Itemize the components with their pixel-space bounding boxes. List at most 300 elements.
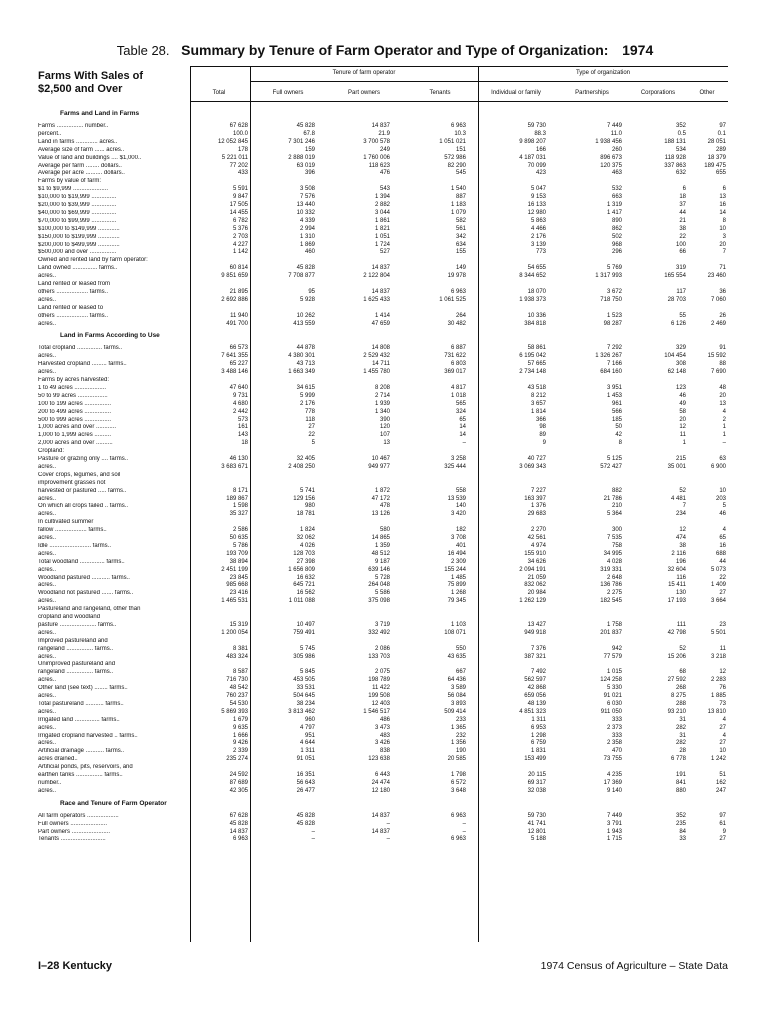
row-label: acres.. <box>38 495 57 502</box>
table-cell: 46 130 <box>229 456 248 462</box>
table-cell: 3 258 <box>450 456 466 462</box>
table-cell: 97 <box>719 812 726 819</box>
table-cell: 136 786 <box>600 582 622 589</box>
table-cell: 2 994 <box>299 225 315 232</box>
row-label: Woodland not pastured ....... farms.. <box>38 590 134 597</box>
row-label: Average per acre .......... dollars.. <box>38 170 125 177</box>
table-cell: 191 <box>675 772 686 778</box>
table-cell: 980 <box>304 503 315 510</box>
table-cell: 235 <box>675 820 686 827</box>
table-cell: 534 <box>675 146 686 153</box>
table-cell: 26 477 <box>296 787 315 794</box>
table-cell: 52 <box>679 645 686 652</box>
table-cell: 0.5 <box>677 130 686 137</box>
table-cell: 1 268 <box>450 590 466 597</box>
table-cell: 0.1 <box>717 130 726 137</box>
table-cell: 108 071 <box>444 629 466 636</box>
table-cell: 667 <box>455 669 466 676</box>
table-cell: 123 <box>675 384 686 391</box>
table-cell: 8 <box>618 440 622 447</box>
table-cell: 95 <box>308 288 315 295</box>
table-cell: 42 <box>615 432 622 439</box>
table-cell: 65 227 <box>229 361 248 368</box>
table-cell: 1 760 006 <box>363 154 390 161</box>
table-row <box>38 496 728 503</box>
table-cell: 97 <box>719 123 726 129</box>
stub-heading-line1: Farms With Sales of <box>38 70 144 82</box>
table-cell: 1 625 433 <box>363 296 390 303</box>
row-label: Value of land and buildings .... $1,000.. <box>38 154 142 161</box>
table-row <box>38 377 728 384</box>
table-cell: 1 365 <box>450 724 466 731</box>
table-cell: 6 030 <box>606 700 622 707</box>
table-cell: 199 508 <box>368 693 390 699</box>
table-cell: 62 148 <box>667 369 686 376</box>
table-cell: 35 001 <box>667 463 686 470</box>
table-cell: 862 <box>611 225 622 232</box>
table-cell: 118 <box>305 416 315 423</box>
table-cell: 2 529 432 <box>363 353 390 360</box>
table-cell: 20 115 <box>528 772 546 778</box>
table-cell: 12 980 <box>527 209 546 216</box>
table-cell: 10 467 <box>371 456 390 462</box>
table-cell: 14 837 <box>371 123 390 129</box>
table-row <box>38 527 728 534</box>
table-cell: 305 986 <box>293 653 315 660</box>
table-cell: 27 592 <box>667 677 686 684</box>
table-cell: 22 <box>308 432 315 439</box>
table-cell: 13 427 <box>527 621 546 628</box>
table-cell: 5 741 <box>299 487 315 494</box>
table-cell: 5 586 <box>374 590 390 597</box>
table-cell: 2 648 <box>606 574 622 581</box>
table-row <box>38 725 728 732</box>
row-label: $10,000 to $19,999 ............... <box>38 194 117 201</box>
table-cell: 15 319 <box>229 621 248 628</box>
table-cell: 1 656 809 <box>288 566 315 573</box>
table-cell: 28 <box>679 748 686 755</box>
row-label: acres.. <box>38 273 57 280</box>
table-cell: 124 258 <box>600 677 622 684</box>
table-cell: 329 <box>675 345 686 352</box>
table-cell: 401 <box>455 542 466 549</box>
table-cell: 16 133 <box>527 202 546 208</box>
table-cell: 56 643 <box>296 779 315 786</box>
table-row <box>38 313 728 320</box>
table-cell: 1 455 780 <box>363 369 390 376</box>
table-cell: 5 330 <box>606 685 622 692</box>
table-cell: 7 227 <box>530 487 546 494</box>
table-cell: 2 714 <box>374 392 390 399</box>
table-cell: – <box>722 440 726 447</box>
table-cell: 22 <box>719 574 726 581</box>
table-cell: 8 381 <box>232 645 248 652</box>
table-cell: 13 <box>719 400 726 407</box>
table-cell: 5 769 <box>606 265 622 272</box>
table-cell: 9 847 <box>232 194 248 201</box>
table-cell: 580 <box>379 527 390 534</box>
table-cell: 20 <box>679 416 686 423</box>
table-cell: 832 062 <box>524 582 546 589</box>
table-cell: 17 193 <box>667 598 686 605</box>
table-cell: 18 070 <box>527 288 546 295</box>
table-cell: 582 <box>455 217 466 224</box>
table-cell: 18 <box>679 194 686 201</box>
table-cell: 65 <box>719 535 726 541</box>
table-cell: 1 356 <box>450 740 466 747</box>
table-row <box>38 543 728 550</box>
table-cell: 65 <box>459 416 466 423</box>
table-cell: 1 885 <box>710 693 726 699</box>
table-cell: 93 210 <box>667 708 686 715</box>
stub-heading-line2: $2,500 and Over <box>38 83 123 95</box>
row-label: Improved pastureland and <box>38 637 108 644</box>
table-cell: 324 <box>455 408 466 415</box>
table-cell: 210 <box>611 503 622 510</box>
row-label: harvested or pastured ..... farms.. <box>38 487 127 494</box>
table-cell: 15 592 <box>707 353 726 360</box>
table-cell: 573 <box>237 416 248 423</box>
table-cell: 565 <box>455 400 466 407</box>
table-cell: 12 403 <box>371 700 390 707</box>
table-cell: 42 798 <box>667 629 686 636</box>
row-label: Woodland pastured ........... farms.. <box>38 574 130 581</box>
table-cell: 282 <box>675 740 686 747</box>
table-number: Table 28. <box>116 43 170 58</box>
table-cell: 3 069 343 <box>519 463 546 470</box>
table-cell: 24 474 <box>371 779 390 786</box>
row-label: Total pastureland ........... farms.. <box>38 700 124 707</box>
table-cell: 375 098 <box>368 598 390 605</box>
table-cell: 3 951 <box>606 384 622 391</box>
group-header-organization: Type of organization <box>575 70 631 76</box>
table-cell: 2 176 <box>299 400 315 407</box>
table-cell: 8 171 <box>232 487 248 494</box>
table-cell: 1 311 <box>531 716 546 723</box>
table-cell: 32 604 <box>667 566 686 573</box>
table-row <box>38 717 728 724</box>
table-row <box>38 417 728 424</box>
table-cell: 56 084 <box>447 693 466 699</box>
table-cell: 44 <box>679 209 686 216</box>
table-row <box>38 630 728 637</box>
row-label: Total cropland ............... farms.. <box>38 345 123 352</box>
table-cell: 20 <box>719 241 726 248</box>
table-cell: 14 837 <box>229 828 248 835</box>
table-cell: 288 <box>675 700 686 707</box>
table-row <box>38 257 728 264</box>
table-cell: 7 301 246 <box>288 138 315 145</box>
table-cell: 67 628 <box>229 123 248 129</box>
table-row <box>38 147 728 154</box>
table-row <box>38 813 728 820</box>
table-cell: 7 166 <box>606 361 622 368</box>
table-row <box>38 748 728 755</box>
table-cell: 47 172 <box>371 495 390 502</box>
table-cell: 300 <box>611 527 622 534</box>
source-label: 1974 Census of Agriculture – State Data <box>540 960 728 972</box>
table-row <box>38 401 728 408</box>
table-cell: 79 345 <box>447 598 466 605</box>
table-cell: 41 741 <box>527 820 546 827</box>
table-cell: 264 048 <box>368 582 390 589</box>
table-row <box>38 606 728 613</box>
table-row <box>38 210 728 217</box>
table-row <box>38 661 728 668</box>
table-cell: 7 641 355 <box>221 353 248 360</box>
table-cell: 949 977 <box>368 463 390 470</box>
table-cell: 474 <box>675 535 686 541</box>
column-header-other: Other <box>699 90 715 96</box>
table-cell: 1 183 <box>450 202 466 208</box>
table-cell: 48 512 <box>371 550 390 557</box>
table-cell: 51 <box>719 772 726 778</box>
table-cell: 325 444 <box>444 463 466 470</box>
table-cell: 45 828 <box>296 265 315 272</box>
row-label: improvement grasses not <box>38 479 106 486</box>
table-cell: 949 918 <box>524 629 546 636</box>
table-row <box>38 622 728 629</box>
table-cell: 3 893 <box>450 700 466 707</box>
table-cell: 264 <box>455 312 466 319</box>
table-cell: 7 376 <box>530 645 546 652</box>
table-cell: 1 359 <box>374 542 390 549</box>
table-row <box>38 123 728 130</box>
table-cell: 161 <box>237 424 248 431</box>
table-cell: 77 202 <box>229 162 248 169</box>
table-cell: 128 703 <box>293 550 315 557</box>
table-cell: 6 778 <box>670 756 686 763</box>
row-label: Cover crops, legumes, and soil <box>38 471 121 478</box>
table-cell: 1 540 <box>450 186 466 193</box>
table-cell: 19 978 <box>447 273 466 280</box>
table-row <box>38 519 728 526</box>
table-cell: 2 451 199 <box>221 566 248 573</box>
table-row <box>38 170 728 177</box>
table-cell: 7 492 <box>530 669 546 676</box>
table-cell: 2 358 <box>606 740 622 747</box>
table-cell: 165 554 <box>664 273 686 280</box>
table-cell: 9 153 <box>530 194 546 201</box>
table-cell: 333 <box>611 732 622 739</box>
table-cell: 11 <box>679 432 686 439</box>
table-cell: 6 963 <box>232 836 248 843</box>
table-cell: 27 <box>719 740 726 747</box>
table-row <box>38 139 728 146</box>
table-cell: 7 449 <box>606 812 622 819</box>
table-row <box>38 733 728 740</box>
table-cell: 44 878 <box>296 345 315 352</box>
row-label: Part owners ....................... <box>38 828 111 835</box>
table-cell: 31 <box>679 732 686 739</box>
table-cell: 12 801 <box>527 828 546 835</box>
table-row <box>38 226 728 233</box>
table-row <box>38 163 728 170</box>
table-cell: 887 <box>455 194 466 201</box>
table-cell: 5 047 <box>530 186 546 193</box>
table-cell: 47 640 <box>229 384 248 391</box>
table-cell: 2 <box>722 416 726 423</box>
table-cell: 4 <box>722 408 726 415</box>
table-cell: 42 561 <box>527 535 546 541</box>
row-label: Pasture or grazing only .... farms.. <box>38 456 129 462</box>
table-cell: 319 <box>675 265 686 272</box>
table-cell: 3 426 <box>374 740 390 747</box>
table-cell: 16 494 <box>447 550 466 557</box>
table-cell: 100 <box>675 241 686 248</box>
table-cell: 11.0 <box>610 130 622 137</box>
row-label: Unimproved pastureland and <box>38 661 116 668</box>
table-cell: 1 051 021 <box>439 138 466 145</box>
table-cell: 478 <box>379 503 390 510</box>
row-label: $70,000 to $99,999 ............... <box>38 217 117 224</box>
row-label: Irrigated cropland harvested .. farms.. <box>38 732 138 739</box>
table-row <box>38 772 728 779</box>
table-cell: 543 <box>379 186 390 193</box>
table-row <box>38 234 728 241</box>
table-cell: 6 759 <box>530 740 546 747</box>
table-row <box>38 186 728 193</box>
table-cell: 34 995 <box>603 550 622 557</box>
row-label: Artificial ponds, pits, reservoirs, and <box>38 764 133 771</box>
table-cell: 63 019 <box>296 162 315 169</box>
table-cell: 684 160 <box>600 369 622 376</box>
table-cell: 28 703 <box>667 296 686 303</box>
column-header <box>190 66 728 102</box>
table-cell: 268 <box>675 685 686 692</box>
row-label: rangeland ................ farms.. <box>38 669 114 676</box>
table-row <box>38 685 728 692</box>
table-title-text: Summary by Tenure of Farm Operator and Type of Organization: <box>181 42 609 58</box>
row-label: others ................... farms.. <box>38 288 109 295</box>
table-cell: 486 <box>379 716 390 723</box>
table-cell: 12 <box>679 424 686 431</box>
table-cell: – <box>311 836 315 843</box>
table-cell: 100.0 <box>232 130 248 137</box>
table-row <box>38 701 728 708</box>
table-cell: 260 <box>611 146 622 153</box>
table-row <box>38 393 728 400</box>
table-cell: 49 <box>679 400 686 407</box>
table-row <box>38 409 728 416</box>
table-cell: 10 <box>719 225 726 232</box>
table-row <box>38 385 728 392</box>
table-cell: 59 730 <box>527 812 546 819</box>
table-cell: 247 <box>715 787 726 794</box>
table-cell: 2 122 804 <box>363 273 390 280</box>
table-cell: 3 683 671 <box>221 463 248 470</box>
stub-heading <box>38 70 188 96</box>
table-cell: 8 <box>722 217 726 224</box>
table-cell: 3 657 <box>530 400 546 407</box>
row-label: Harvested cropland ......... farms.. <box>38 361 127 368</box>
table-cell: 463 <box>611 170 622 177</box>
table-cell: 1 943 <box>606 828 622 835</box>
table-cell: 550 <box>455 645 466 652</box>
table-row <box>38 289 728 296</box>
table-cell: 91 051 <box>296 756 315 763</box>
table-cell: 59 730 <box>527 123 546 129</box>
table-cell: 282 <box>675 724 686 731</box>
table-cell: 2 442 <box>232 408 248 415</box>
table-row <box>38 265 728 272</box>
row-label: Idle ......................... farms.. <box>38 542 112 549</box>
table-cell: 4 851 323 <box>519 708 546 715</box>
table-cell: 5 863 <box>530 217 546 224</box>
table-cell: 778 <box>304 408 315 415</box>
table-row <box>38 740 728 747</box>
table-cell: 9 140 <box>606 787 622 794</box>
row-label: acres.. <box>38 296 57 303</box>
table-cell: – <box>462 440 466 447</box>
table-cell: 384 818 <box>524 320 546 327</box>
row-label: acres.. <box>38 463 57 470</box>
row-label: acres.. <box>38 693 57 699</box>
table-row <box>38 590 728 597</box>
table-cell: 249 <box>379 146 390 153</box>
table-cell: 396 <box>304 170 315 177</box>
table-cell: 31 <box>679 716 686 723</box>
table-cell: 718 750 <box>600 296 622 303</box>
table-cell: 24 592 <box>229 772 248 778</box>
table-cell: 1 298 <box>530 732 546 739</box>
table-row <box>38 178 728 185</box>
table-cell: 6 963 <box>450 288 466 295</box>
table-row <box>38 582 728 589</box>
table-cell: 4 466 <box>530 225 546 232</box>
table-cell: 11 940 <box>230 312 248 319</box>
table-cell: 190 <box>455 748 466 755</box>
row-label: 200 to 499 acres ................ <box>38 408 112 415</box>
table-cell: 5 376 <box>232 225 248 232</box>
table-cell: 688 <box>715 550 726 557</box>
table-cell: 123 638 <box>368 756 390 763</box>
table-row <box>38 693 728 700</box>
table-cell: 561 <box>455 225 466 232</box>
table-cell: 20 984 <box>527 590 546 597</box>
table-cell: 68 <box>679 669 686 676</box>
table-cell: 5 591 <box>232 186 248 193</box>
table-cell: 155 <box>455 249 466 256</box>
table-cell: 118 623 <box>368 162 390 169</box>
table-cell: 5 745 <box>299 645 315 652</box>
row-label: $100,000 to $149,999 ............. <box>38 225 120 232</box>
table-cell: 7 060 <box>710 296 726 303</box>
table-row <box>38 480 728 487</box>
table-row <box>38 440 728 447</box>
table-cell: 23 416 <box>229 590 248 597</box>
table-cell: 1 814 <box>530 408 546 415</box>
row-label: Land owned ............... farms.. <box>38 265 118 272</box>
column-header-total: Total <box>212 90 226 96</box>
table-cell: 4 235 <box>606 772 622 778</box>
table-cell: 88.3 <box>534 130 546 137</box>
table-cell: 54 530 <box>229 700 248 707</box>
row-label: On which all crops failed .. farms.. <box>38 503 129 510</box>
row-label: acres.. <box>38 740 57 747</box>
column-header-part-owners: Part owners <box>347 90 380 96</box>
table-cell: 1 938 456 <box>595 138 622 145</box>
table-cell: 4 481 <box>670 495 686 502</box>
table-cell: 5 869 393 <box>221 708 248 715</box>
row-label: $20,000 to $39,999 ............... <box>38 202 117 208</box>
table-cell: 88 <box>719 361 726 368</box>
table-cell: 12 180 <box>371 787 390 794</box>
table-cell: 9 898 207 <box>519 138 546 145</box>
table-cell: 3 420 <box>450 511 466 518</box>
table-cell: 163 397 <box>524 495 546 502</box>
table-cell: 27 398 <box>296 558 315 565</box>
